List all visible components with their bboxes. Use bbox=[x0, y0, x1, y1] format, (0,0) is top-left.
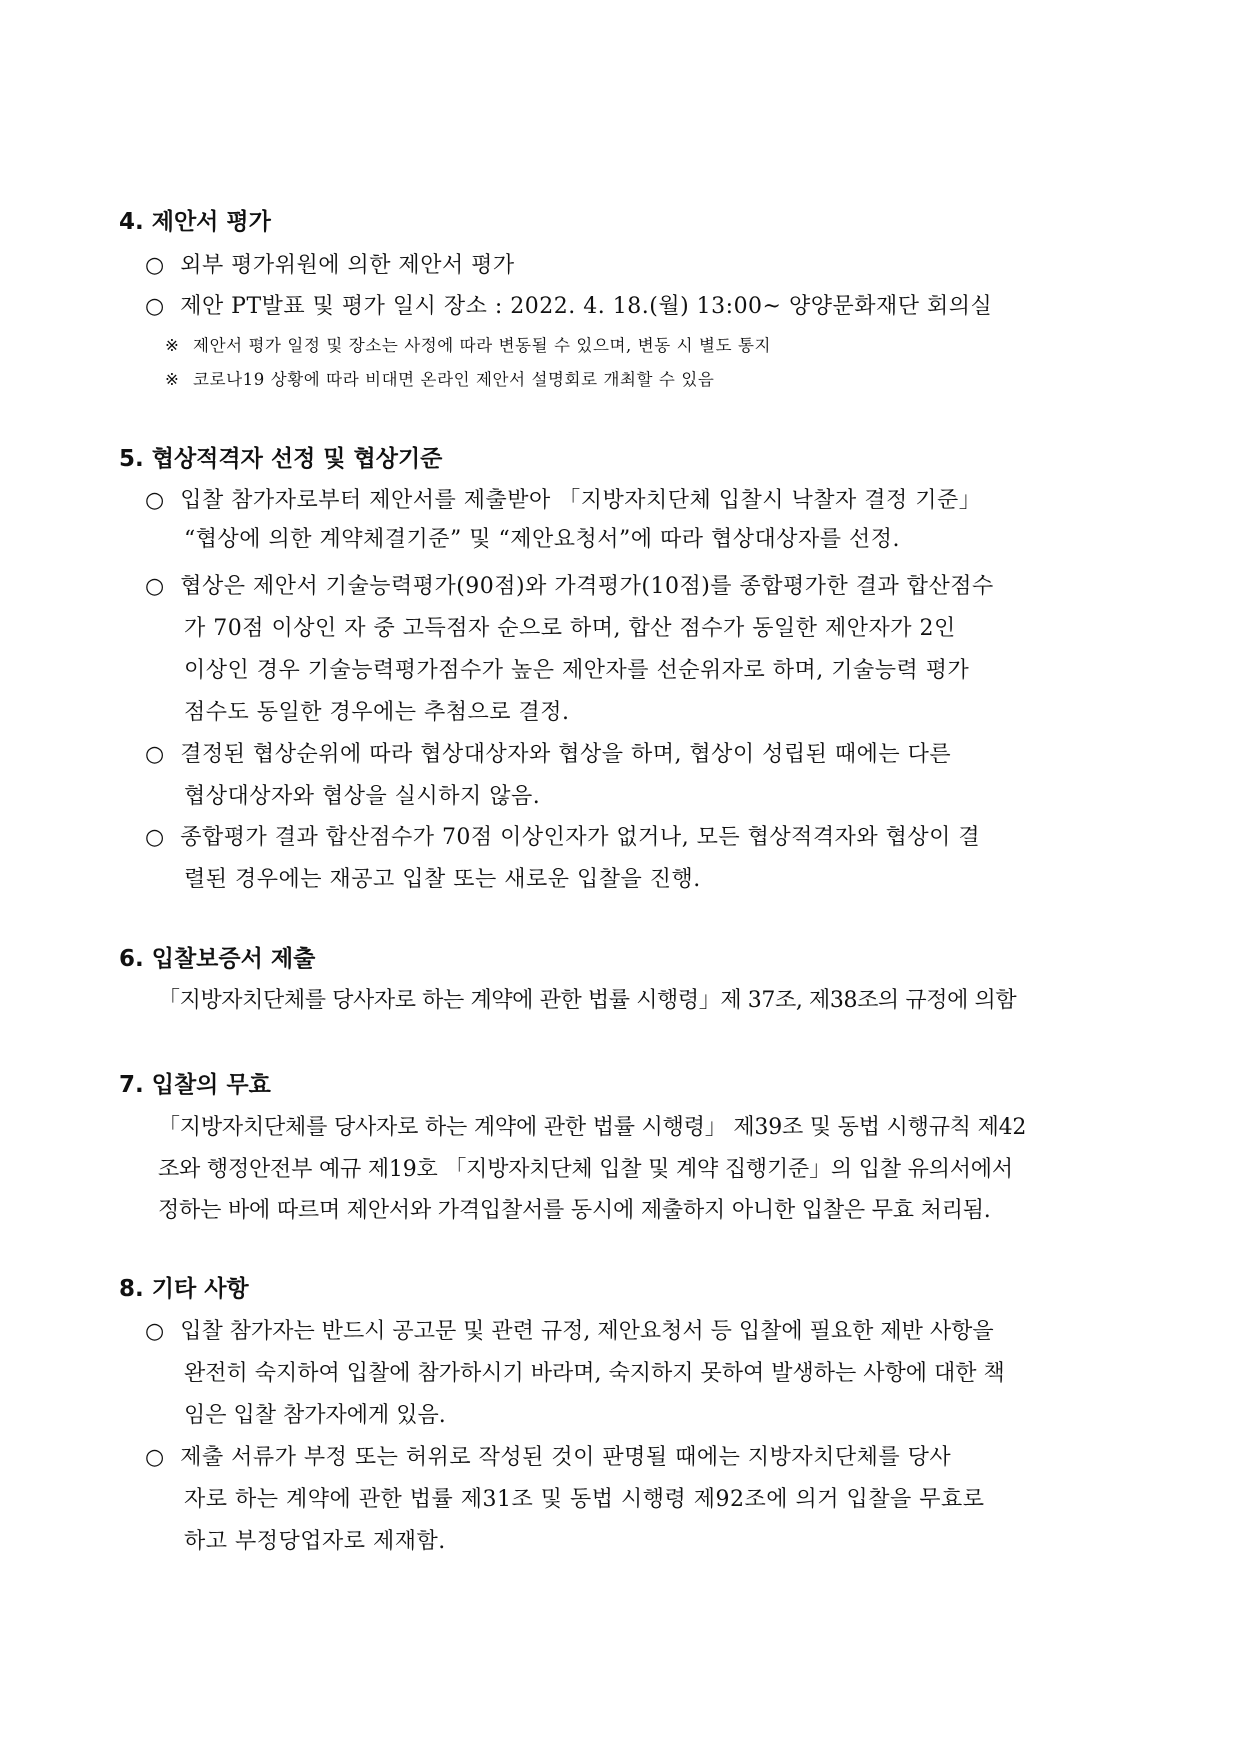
item-text: 외부 평가위원에 의한 제안서 평가 bbox=[180, 253, 515, 278]
paragraph-line: 조와 행정안전부 예규 제19호 「지방자치단체 입찰 및 계약 집행기준」의 입찰 유의서에서 bbox=[158, 1157, 1013, 1182]
circle-bullet-icon: ○ bbox=[145, 1445, 165, 1470]
bullet-item bbox=[145, 1440, 951, 1471]
item-text-continued: 완전히 숙지하여 입찰에 참가하시기 바라며, 숙지하지 못하여 발생하는 사항에 대한 책 bbox=[184, 1361, 1005, 1386]
paragraph-line: 「지방자치단체를 당사자로 하는 계약에 관한 법률 시행령」 제39조 및 동법 시행규칙 제42 bbox=[158, 1115, 1027, 1140]
item-text-continued: 점수도 동일한 경우에는 추첨으로 결정. bbox=[184, 700, 570, 725]
item-text-continued: 하고 부정당업자로 제재함. bbox=[184, 1529, 446, 1554]
section-heading-5: 5. 협상적격자 선정 및 협상기준 bbox=[119, 446, 443, 472]
item-text-continued: 협상대상자와 협상을 실시하지 않음. bbox=[184, 784, 541, 809]
reference-mark-icon: ※ bbox=[165, 370, 180, 389]
section-heading-7: 7. 입찰의 무효 bbox=[119, 1072, 271, 1098]
bullet-item bbox=[145, 569, 994, 600]
circle-bullet-icon: ○ bbox=[145, 488, 165, 513]
section-heading-6: 6. 입찰보증서 제출 bbox=[119, 946, 316, 972]
circle-bullet-icon: ○ bbox=[145, 574, 165, 599]
reference-mark-icon: ※ bbox=[165, 336, 180, 355]
section-heading-8: 8. 기타 사항 bbox=[119, 1276, 249, 1302]
item-text-continued: 이상인 경우 기술능력평가점수가 높은 제안자를 선순위자로 하며, 기술능력 평가 bbox=[184, 658, 970, 683]
item-text: 제출 서류가 부정 또는 허위로 작성된 것이 판명될 때에는 지방자치단체를 당사 bbox=[180, 1445, 952, 1470]
item-text: 입찰 참가자는 반드시 공고문 및 관련 규정, 제안요청서 등 입찰에 필요한 제반 사항을 bbox=[180, 1319, 994, 1344]
item-text-continued: “협상에 의한 계약체결기준” 및 “제안요청서”에 따라 협상대상자를 선정. bbox=[184, 527, 900, 552]
item-text-continued: 임은 입찰 참가자에게 있음. bbox=[184, 1403, 446, 1428]
bullet-item bbox=[145, 737, 951, 768]
bullet-item bbox=[145, 483, 981, 514]
note-text: 코로나19 상황에 따라 비대면 온라인 제안서 설명회로 개최할 수 있음 bbox=[193, 370, 715, 389]
item-text: 종합평가 결과 합산점수가 70점 이상인자가 없거나, 모든 협상적격자와 협상이 결 bbox=[180, 825, 981, 850]
note-item bbox=[165, 332, 771, 356]
bullet-item bbox=[145, 1314, 994, 1345]
circle-bullet-icon: ○ bbox=[145, 742, 165, 767]
item-text: 입찰 참가자로부터 제안서를 제출받아 「지방자치단체 입찰시 낙찰자 결정 기준」 bbox=[180, 488, 982, 513]
bullet-item bbox=[145, 289, 992, 320]
note-item bbox=[165, 366, 714, 390]
circle-bullet-icon: ○ bbox=[145, 825, 165, 850]
note-text: 제안서 평가 일정 및 장소는 사정에 따라 변동될 수 있으며, 변동 시 별도 통지 bbox=[193, 336, 772, 355]
paragraph-line: 「지방자치단체를 당사자로 하는 계약에 관한 법률 시행령」제 37조, 제38조의 규정에 의함 bbox=[158, 988, 1017, 1013]
bullet-item bbox=[145, 248, 515, 279]
paragraph-line: 정하는 바에 따르며 제안서와 가격입찰서를 동시에 제출하지 아니한 입찰은 무효 처리됨. bbox=[158, 1198, 991, 1223]
item-text-continued: 자로 하는 계약에 관한 법률 제31조 및 동법 시행령 제92조에 의거 입찰을 무효로 bbox=[184, 1487, 985, 1512]
circle-bullet-icon: ○ bbox=[145, 253, 165, 278]
bullet-item bbox=[145, 820, 980, 851]
circle-bullet-icon: ○ bbox=[145, 1319, 165, 1344]
item-text-continued: 렬된 경우에는 재공고 입찰 또는 새로운 입찰을 진행. bbox=[184, 867, 701, 892]
item-text: 결정된 협상순위에 따라 협상대상자와 협상을 하며, 협상이 성립된 때에는 다른 bbox=[180, 742, 952, 767]
item-text: 협상은 제안서 기술능력평가(90점)와 가격평가(10점)를 종합평가한 결과 합산점수 bbox=[180, 574, 994, 599]
item-text: 제안 PT발표 및 평가 일시 장소 : 2022. 4. 18.(월) 13:00~ 양양문화재단 회의실 bbox=[180, 294, 993, 319]
section-heading-4: 4. 제안서 평가 bbox=[119, 209, 271, 235]
circle-bullet-icon: ○ bbox=[145, 294, 165, 319]
item-text-continued: 가 70점 이상인 자 중 고득점자 순으로 하며, 합산 점수가 동일한 제안자가 2인 bbox=[184, 616, 956, 641]
